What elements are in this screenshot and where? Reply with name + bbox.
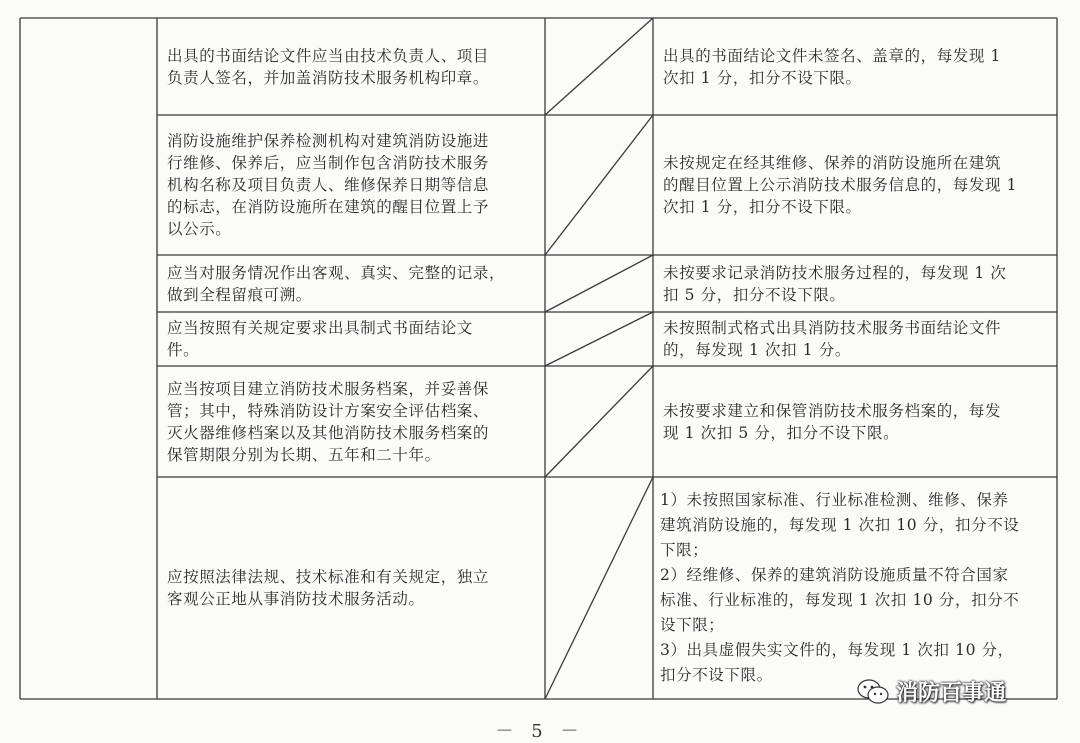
requirement-line: 件。 bbox=[167, 341, 200, 359]
penalty-cell bbox=[660, 477, 1055, 699]
penalty-line: 出具的书面结论文件未签名、盖章的，每发现 1 bbox=[663, 46, 1001, 65]
requirement-cell bbox=[167, 18, 539, 115]
penalty-line: 扣 5 分，扣分不设下限。 bbox=[663, 285, 846, 304]
requirement-line: 管；其中，特殊消防设计方案安全评估档案、 bbox=[167, 401, 490, 420]
penalty-line: 标准、行业标准的，每发现 1 次扣 10 分，扣分不 bbox=[660, 591, 1020, 609]
penalty-line: 2）经维修、保养的建筑消防设施质量不符合国家 bbox=[660, 566, 1009, 584]
requirement-line: 客观公正地从事消防技术服务活动。 bbox=[167, 590, 425, 608]
requirement-line: 机构名称及项目负责人、维修保养日期等信息 bbox=[167, 176, 490, 194]
penalty-cell bbox=[663, 115, 1053, 255]
requirement-line: 出具的书面结论文件应当由技术负责人、项目 bbox=[167, 46, 490, 65]
penalty-line: 次扣 1 分，扣分不设下限。 bbox=[663, 198, 862, 216]
penalty-line: 未按要求建立和保管消防技术服务档案的，每发 bbox=[663, 401, 1002, 420]
requirement-line: 做到全程留痕可溯。 bbox=[167, 285, 312, 304]
requirement-line: 保管期限分别为长期、五年和二十年。 bbox=[167, 445, 441, 464]
requirement-cell bbox=[167, 255, 539, 312]
penalty-line: 建筑消防设施的，每发现 1 次扣 10 分，扣分不设 bbox=[660, 516, 1020, 534]
penalty-line: 的，每发现 1 次扣 1 分。 bbox=[663, 341, 851, 359]
requirement-line: 的标志，在消防设施所在建筑的醒目位置上予 bbox=[167, 198, 490, 216]
diagonal-2 bbox=[545, 115, 653, 255]
requirement-cell bbox=[167, 312, 539, 366]
penalty-line: 未按规定在经其维修、保养的消防设施所在建筑 bbox=[663, 154, 1002, 172]
page-number: － 5 － bbox=[495, 721, 585, 742]
requirement-line: 应当对服务情况作出客观、真实、完整的记录， bbox=[167, 263, 506, 282]
penalty-cell bbox=[663, 366, 1053, 477]
watermark-text: 消防百事通 bbox=[896, 681, 1007, 706]
diagonal-1 bbox=[545, 18, 653, 115]
penalty-line: 的醒目位置上公示消防技术服务信息的，每发现 1 bbox=[663, 176, 1018, 194]
requirement-line: 消防设施维护保养检测机构对建筑消防设施进 bbox=[167, 132, 490, 150]
diagonal-6 bbox=[545, 477, 653, 699]
diagonal-5 bbox=[545, 366, 653, 477]
requirement-line: 应当按照有关规定要求出具制式书面结论文 bbox=[167, 319, 473, 337]
requirement-cell bbox=[167, 477, 539, 699]
requirement-cell bbox=[167, 366, 539, 477]
penalty-line: 现 1 次扣 5 分，扣分不设下限。 bbox=[663, 423, 900, 442]
watermark bbox=[856, 676, 1006, 707]
requirement-line: 灭火器维修档案以及其他消防技术服务档案的 bbox=[167, 423, 490, 442]
requirement-line: 应按照法律法规、技术标准和有关规定，独立 bbox=[167, 568, 490, 586]
penalty-line: 未按要求记录消防技术服务过程的，每发现 1 次 bbox=[663, 263, 1007, 282]
wechat-icon bbox=[856, 677, 890, 707]
penalty-line: 设下限； bbox=[660, 616, 725, 634]
diagonal-3 bbox=[545, 255, 653, 312]
requirement-line: 应当按项目建立消防技术服务档案，并妥善保 bbox=[167, 379, 490, 398]
diagonal-4 bbox=[545, 312, 653, 366]
requirement-line: 行维修、保养后，应当制作包含消防技术服务 bbox=[167, 154, 490, 172]
penalty-line: 下限； bbox=[660, 541, 709, 559]
requirement-cell bbox=[167, 115, 539, 255]
requirement-line: 以公示。 bbox=[167, 220, 232, 238]
penalty-cell bbox=[663, 18, 1053, 115]
penalty-line: 3）出具虚假失实文件的，每发现 1 次扣 10 分， bbox=[660, 641, 1014, 659]
penalty-line: 1）未按照国家标准、行业标准检测、维修、保养 bbox=[660, 491, 1009, 509]
penalty-line: 未按照制式格式出具消防技术服务书面结论文件 bbox=[663, 319, 1002, 337]
penalty-cell bbox=[663, 312, 1053, 366]
requirement-line: 负责人签名，并加盖消防技术服务机构印章。 bbox=[167, 68, 490, 87]
penalty-cell bbox=[663, 255, 1053, 312]
penalty-line: 扣分不设下限。 bbox=[660, 666, 773, 684]
penalty-line: 次扣 1 分，扣分不设下限。 bbox=[663, 68, 862, 87]
